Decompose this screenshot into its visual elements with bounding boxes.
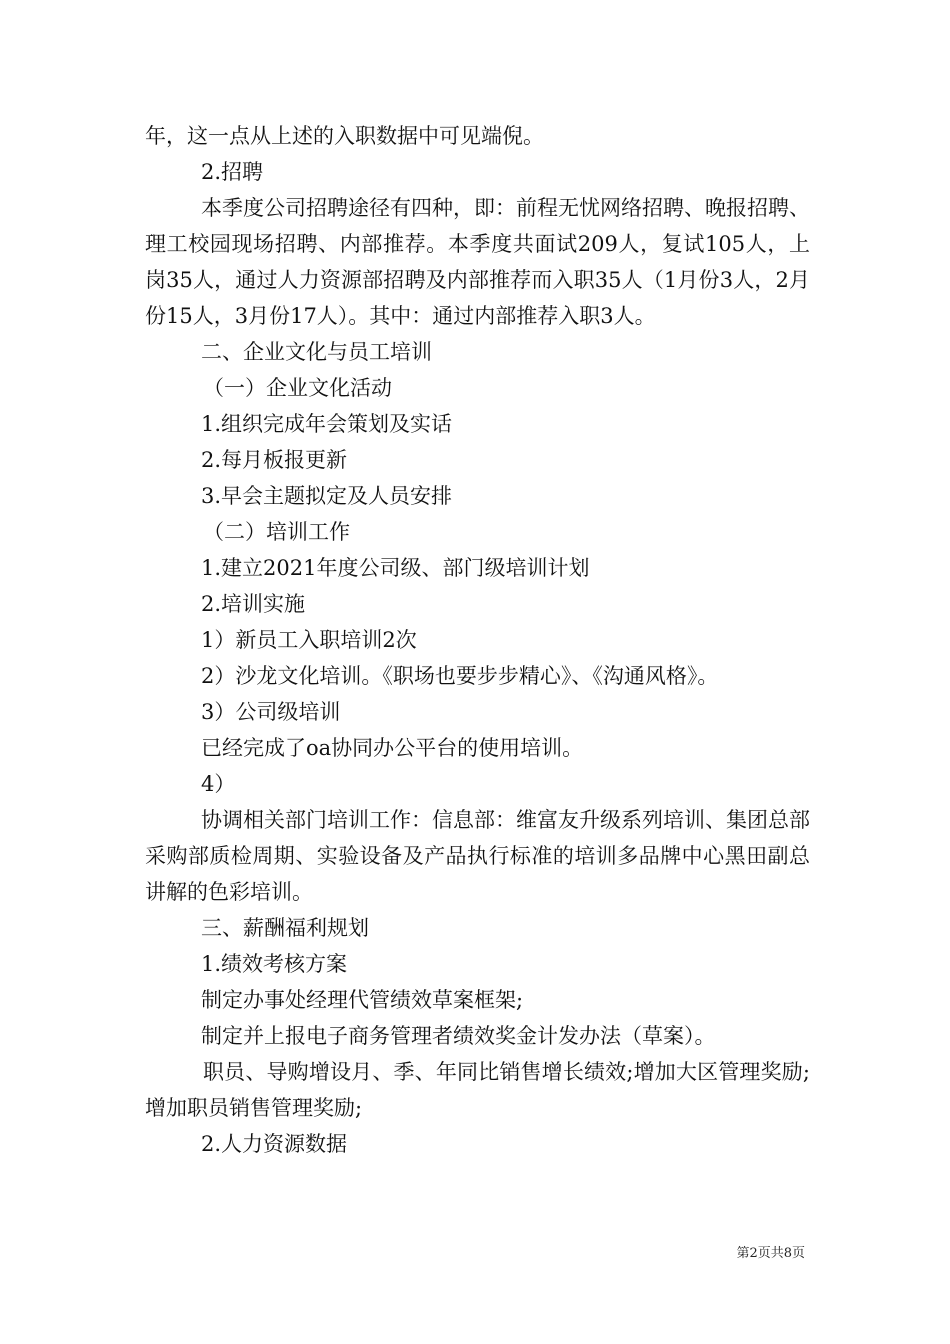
paragraph-draft-framework: 制定办事处经理代管绩效草案框架; <box>201 988 524 1012</box>
list-item: 2.人力资源数据 <box>201 1132 348 1156</box>
paragraph-coordination: 协调相关部门培训工作：信息部：维富友升级系列培训、集团总部采购部质检周期、实验设备及产品执行标准的培训多品牌中心黑田副总讲解的色彩培训。 <box>145 808 810 904</box>
list-item: 1）新员工入职培训2次 <box>201 628 417 652</box>
list-item: 2.培训实施 <box>201 592 306 616</box>
list-item: 3）公司级培训 <box>201 700 341 724</box>
section-heading-compensation: 三、薪酬福利规划 <box>201 916 369 940</box>
paragraph-sales-incentives: 职员、导购增设月、季、年同比销售增长绩效;增加大区管理奖励;增加职员销售管理奖励; <box>145 1060 810 1120</box>
paragraph-ecommerce-bonus: 制定并上报电子商务管理者绩效奖金计发办法（草案）。 <box>201 1024 716 1048</box>
page-number: 第2页共8页 <box>736 1246 805 1261</box>
document-body <box>145 118 810 1162</box>
list-item: 4） <box>201 772 236 796</box>
paragraph-recruitment: 本季度公司招聘途径有四种，即：前程无忧网络招聘、晚报招聘、理工校园现场招聘、内部推荐。本季度共面试209人，复试105人，上岗35人，通过人力资源部招聘及内部推荐而入职35人（1月份3人，2月份15人，3月份17人）。其中：通过内部推荐入职3人。 <box>145 196 810 328</box>
heading-recruitment: 2.招聘 <box>201 160 264 184</box>
list-item: 3.早会主题拟定及人员安排 <box>201 484 453 508</box>
section-heading-culture-training: 二、企业文化与员工培训 <box>201 340 432 364</box>
subheading-culture-activities: （一）企业文化活动 <box>203 376 392 400</box>
list-item: 1.建立2021年度公司级、部门级培训计划 <box>201 556 590 580</box>
list-item: 1.组织完成年会策划及实话 <box>201 412 453 436</box>
list-item: 1.绩效考核方案 <box>201 952 348 976</box>
list-item: 2）沙龙文化培训。《职场也要步步精心》、《沟通风格》。 <box>201 664 719 688</box>
list-item: 2.每月板报更新 <box>201 448 348 472</box>
paragraph-oa-training: 已经完成了oa协同办公平台的使用培训。 <box>201 736 584 760</box>
subheading-training-work: （二）培训工作 <box>203 520 350 544</box>
paragraph-continuation: 年，这一点从上述的入职数据中可见端倪。 <box>145 124 544 148</box>
